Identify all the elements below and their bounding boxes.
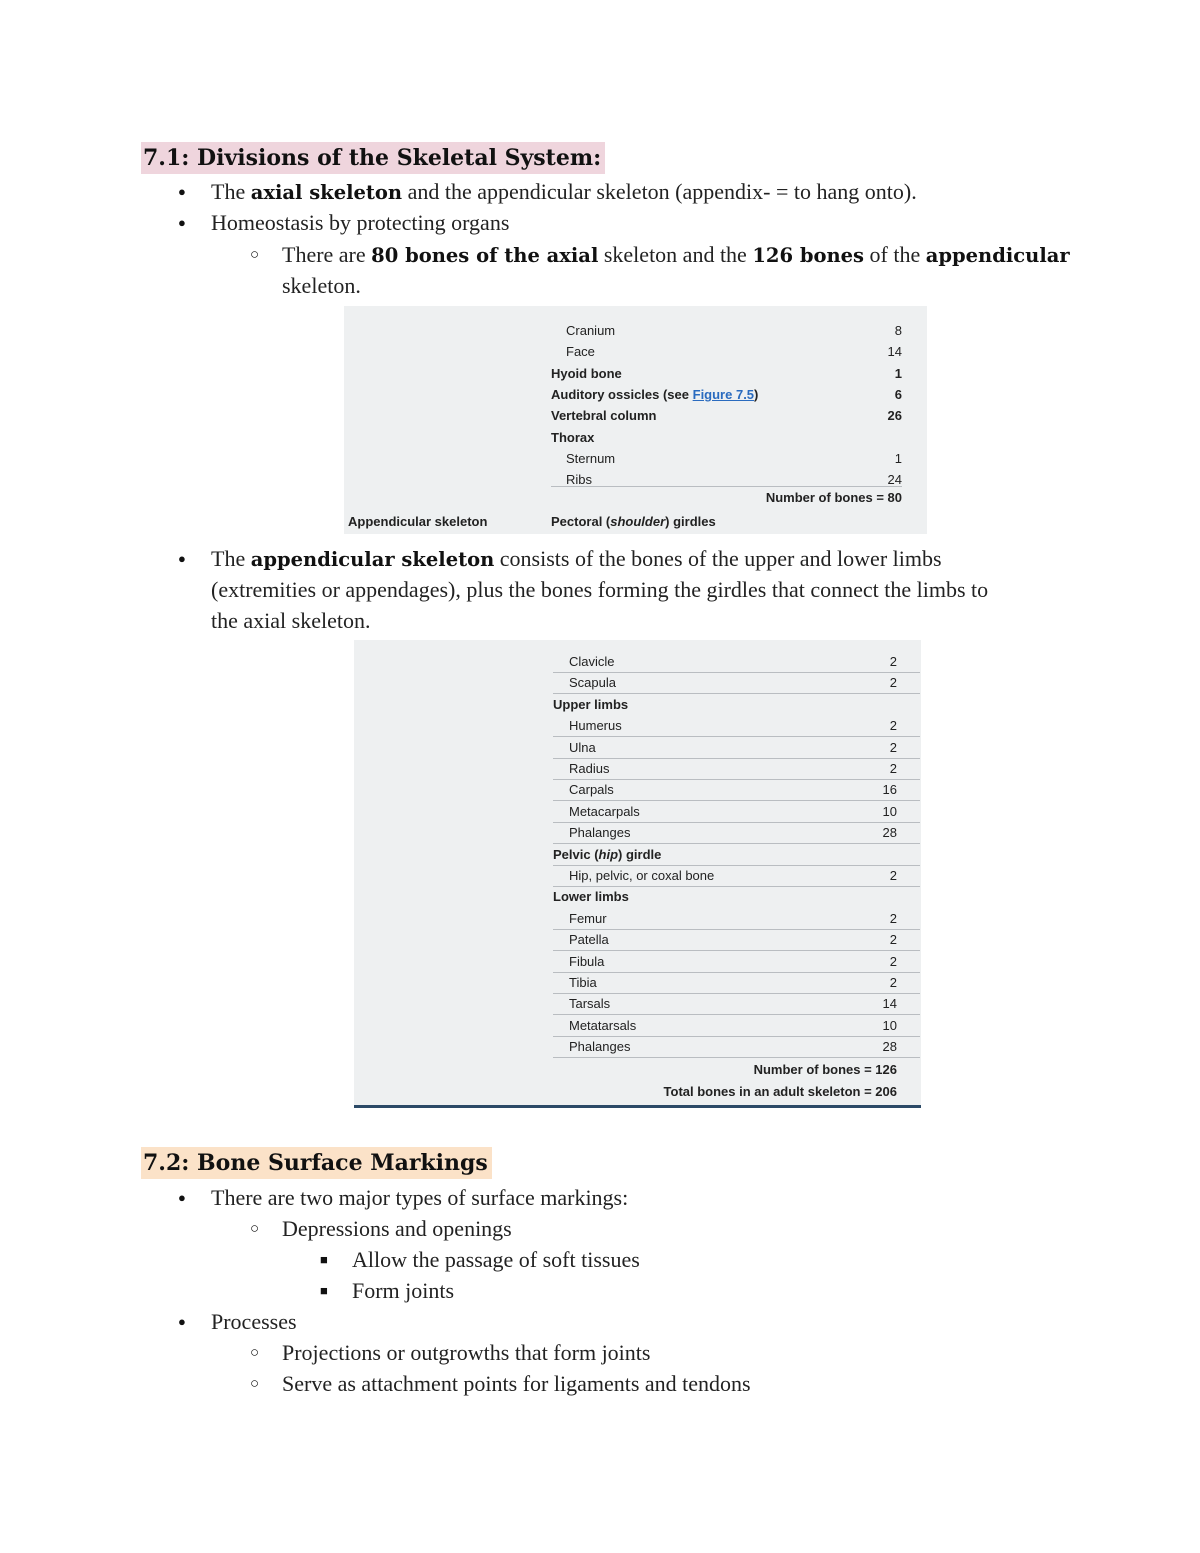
bullet-disc (178, 207, 186, 238)
bone-name: Sternum (566, 450, 616, 466)
bone-count: 2 (889, 761, 897, 776)
bone-name: Metacarpals (569, 803, 640, 819)
bullet-surface-markings: There are two major types of surface markings: (211, 1185, 629, 1210)
bullet-axial-skeleton: The axial skeleton and the appendicular skeleton (appendix- = to hang onto). (211, 179, 917, 204)
bone-name: Ribs (566, 472, 593, 488)
bone-count: 2 (889, 953, 897, 969)
bullet-square (320, 1244, 328, 1275)
bullet-homeostasis: Homeostasis by protecting organs (211, 210, 510, 235)
bone-name: Hip, pelvic, or coxal bone (569, 868, 715, 883)
bone-count: 8 (894, 323, 902, 338)
bone-count: 16 (882, 782, 897, 798)
table-row (553, 651, 920, 673)
bone-name: Metatarsals (569, 1017, 637, 1033)
bone-count: 14 (882, 996, 897, 1012)
number-of-bones-total: Number of bones = 80 (765, 490, 902, 505)
bullet-disc (178, 543, 186, 574)
bone-count: 2 (889, 975, 897, 990)
table-row (553, 779, 920, 801)
bullet-circle (250, 1337, 259, 1369)
number-of-bones-total: Number of bones = 126 (753, 1062, 897, 1077)
bone-name: Scapula (569, 675, 616, 691)
table-row (553, 672, 920, 694)
table-row (553, 715, 920, 737)
bone-count: 2 (889, 654, 897, 669)
bullet-disc (178, 1306, 186, 1337)
bone-name: Face (566, 344, 595, 360)
bullet-disc (178, 1182, 186, 1213)
table-footer-right: Pectoral (shoulder) girdles (551, 514, 716, 529)
table-footer-left: Appendicular skeleton (348, 514, 488, 529)
table-row (551, 405, 902, 426)
bone-name: Radius (569, 761, 610, 776)
bone-name: Tarsals (569, 996, 611, 1012)
table-row (553, 694, 920, 715)
figure-link[interactable]: Figure 7.5 (692, 386, 755, 402)
sub-bullet-bone-counts: There are 80 bones of the axial skeleton and the 126 bones of the appendicular (282, 242, 1070, 267)
bone-name: Patella (569, 932, 609, 948)
bone-name: Clavicle (569, 654, 615, 669)
table-row (553, 844, 920, 866)
bullet-processes: Processes (211, 1309, 297, 1334)
table-row (551, 384, 902, 405)
table-row (553, 951, 920, 973)
subsub-bullet-soft-tissues: Allow the passage of soft tissues (352, 1247, 640, 1272)
bullet-disc (178, 176, 186, 207)
bullet-appendicular-skeleton: The appendicular skeleton consists of the bones of the upper and lower limbs (211, 546, 942, 571)
table-total-row (553, 1059, 897, 1080)
subsub-bullet-joints: Form joints (352, 1278, 455, 1303)
bone-name: Cranium (566, 323, 616, 338)
bullet-appendicular-line2: (extremities or appendages), plus the bones forming the girdles that connect the limbs to (211, 577, 989, 602)
table-row (551, 320, 902, 341)
axial-skeleton-table (344, 306, 927, 534)
table-row (551, 448, 902, 469)
table-total-row (551, 486, 902, 508)
bone-count: 14 (887, 344, 902, 360)
bone-name: Auditory ossicles (see Figure 7.5) (551, 386, 759, 402)
bone-name: Fibula (569, 953, 605, 969)
table-row (553, 972, 920, 994)
bone-count: 26 (887, 408, 902, 424)
table-grand-total-row (553, 1081, 897, 1102)
bone-count: 10 (882, 1017, 897, 1033)
bone-count: 1 (894, 450, 902, 466)
table-row (553, 1015, 920, 1037)
table-row (551, 341, 902, 362)
bullet-circle (250, 1213, 259, 1245)
bone-count: 2 (889, 675, 897, 691)
table-row (553, 886, 920, 907)
bone-count: 2 (889, 868, 897, 883)
bone-name: Phalanges (569, 1039, 631, 1055)
bullet-circle (250, 239, 259, 271)
sub-bullet-attachment: Serve as attachment points for ligaments and tendons (282, 1371, 751, 1396)
section-heading-7-1: 7.1: Divisions of the Skeletal System: (141, 142, 605, 174)
table-row (553, 908, 920, 930)
bullet-circle (250, 1368, 259, 1400)
bone-name: Humerus (569, 718, 622, 734)
bone-name: Ulna (569, 739, 596, 755)
table-row (551, 363, 902, 384)
table-row (553, 865, 920, 887)
bone-name: Pelvic (hip) girdle (553, 846, 662, 862)
bone-count: 2 (889, 932, 897, 948)
table-row (553, 929, 920, 951)
bone-name: Hyoid bone (551, 365, 622, 381)
bone-count: 28 (882, 1039, 897, 1055)
bone-name: Carpals (569, 782, 614, 798)
bone-count: 6 (894, 386, 902, 402)
bone-count: 2 (889, 739, 897, 755)
table-row (553, 737, 920, 759)
bone-count: 2 (889, 910, 897, 926)
bone-name: Femur (569, 910, 607, 926)
appendicular-skeleton-table (354, 640, 921, 1108)
table-row (553, 1036, 920, 1058)
sub-bullet-continuation: skeleton. (282, 273, 361, 298)
bone-name: Tibia (569, 975, 597, 990)
bone-count: 1 (894, 365, 902, 381)
table-row (551, 427, 902, 448)
bullet-square (320, 1275, 328, 1306)
bone-name: Upper limbs (553, 696, 629, 712)
bone-count: 24 (887, 472, 902, 488)
sub-bullet-depressions: Depressions and openings (282, 1216, 512, 1241)
bone-name: Vertebral column (551, 408, 657, 424)
table-row (553, 758, 920, 780)
table-row (553, 801, 920, 823)
bone-count: 2 (889, 718, 897, 734)
bone-count: 10 (882, 803, 897, 819)
total-bones-adult: Total bones in an adult skeleton = 206 (663, 1084, 897, 1099)
bone-name: Lower limbs (553, 889, 629, 905)
bone-count: 28 (882, 825, 897, 841)
sub-bullet-projections: Projections or outgrowths that form joints (282, 1340, 651, 1365)
bone-name: Phalanges (569, 825, 631, 841)
section-heading-7-2: 7.2: Bone Surface Markings (141, 1147, 492, 1179)
bone-name: Thorax (551, 429, 595, 445)
bullet-appendicular-line3: the axial skeleton. (211, 608, 371, 633)
table-row (553, 822, 920, 844)
table-row (553, 993, 920, 1015)
